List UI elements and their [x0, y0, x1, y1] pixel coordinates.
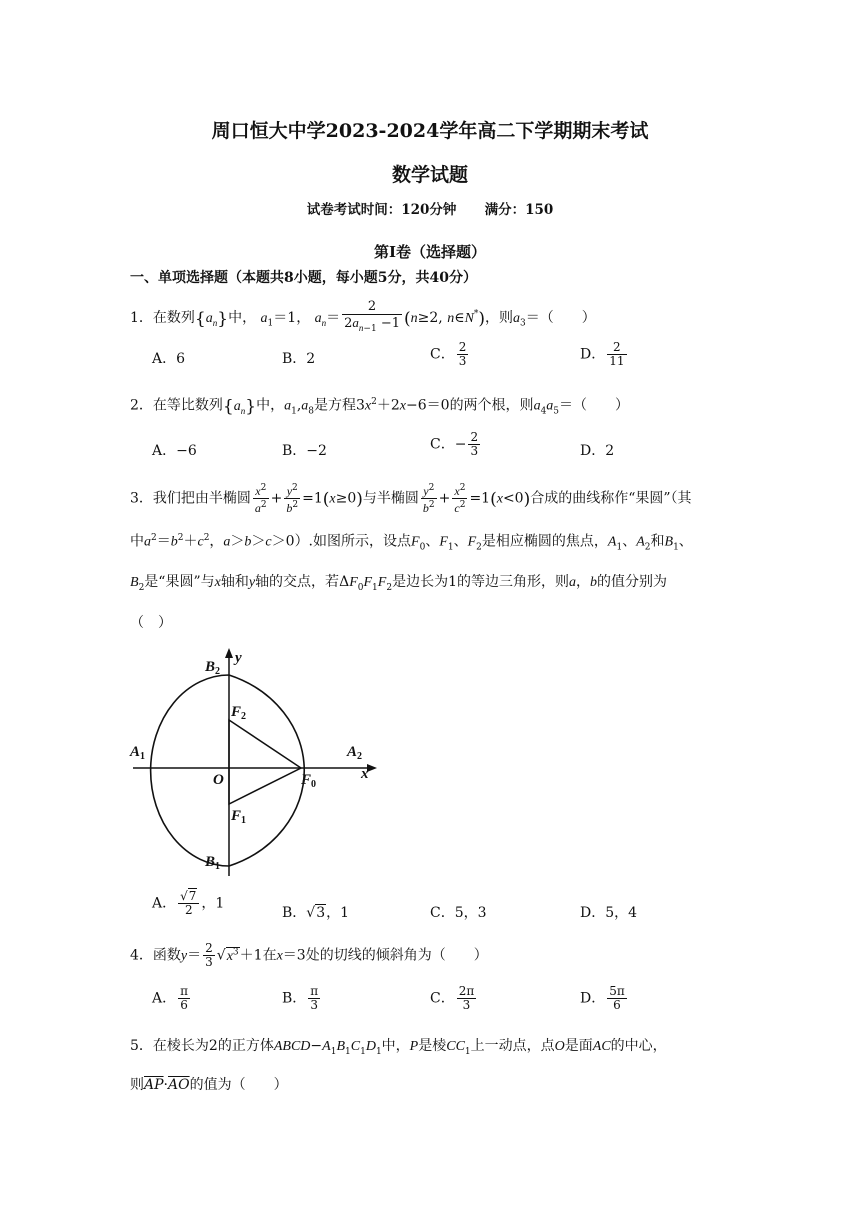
q4-option-a[interactable]: A． $\frac{\pi}{6}$ — [152, 984, 189, 1012]
svg-text:F2: $F_2$ — [231, 704, 247, 722]
question-3: 3．我们把由半椭圆 $\frac{x^2}{a^2}$ + $\frac{y^2}{b^2}$ =1(x≥0)与半椭圆 $\frac{y^2}{b^2}$ + $\frac{x^2}{c^2}$ =1(x<0)合成的曲线称作“果圆”（其 — [130, 483, 692, 515]
label-x: x — [361, 766, 369, 782]
question-2: 2．在等比数列$\{a_n\}$中，$a_1,a_8$是方程$3x^2+2x-6=0$的两个根，则$a_4a_5=$（ ） — [130, 396, 630, 417]
question-3-line-4: （ ） — [130, 615, 172, 631]
equilateral-triangle — [229, 720, 301, 804]
label-a1: A — [130, 744, 141, 760]
question-3-line-2: 中$a^2=b^2+c^2$，a＞b＞c＞0）.如图所示，设点$F_0$、$F_1$、$F_2$是相应椭圆的焦点，$A_1$、$A_2$和$B_1$、 — [130, 533, 693, 553]
label-f0: F — [301, 772, 312, 788]
x-axis-arrow — [367, 764, 377, 772]
fruit-curve — [151, 675, 305, 866]
q4-option-d[interactable]: D． $\frac{5\pi}{6}$ — [580, 984, 625, 1012]
svg-text:F1: $F_1$ — [231, 808, 247, 826]
label-b1: B — [205, 854, 216, 870]
svg-text:A2: $A_2$ — [347, 744, 363, 762]
label-f2: F — [231, 704, 242, 720]
question-1: 1．在数列$\{a_n\}$中， $a_1=1$， $a_n=$ $\frac{2}{2a_{n-1} -1}$ (n≥2, n∈N*)，则$a_3=$（ ） — [130, 299, 596, 334]
label-origin: O — [213, 772, 224, 788]
q1-option-a[interactable]: A．6 — [152, 351, 186, 367]
fruit-ellipse-figure — [125, 640, 385, 880]
q3-option-c[interactable]: C．5，3 — [430, 905, 487, 921]
exam-score: 满分：150 — [484, 202, 554, 218]
exam-subtitle: 数学试题 — [391, 164, 468, 186]
svg-text:y — [233, 650, 242, 666]
label-a2: A — [347, 744, 358, 760]
svg-text:O — [213, 772, 224, 788]
q1-option-b[interactable]: B．2 — [282, 351, 316, 367]
exam-info — [0, 198, 860, 218]
q3-option-b[interactable]: B．√3，1 — [282, 905, 350, 921]
exam-title: 周口恒大中学2023-2024学年高二下学期期末考试 — [211, 120, 649, 142]
q2-option-b[interactable]: B．−2 — [282, 443, 327, 459]
question-5-line-2: 则$\overline{AP}\cdot\overline{AO}$的值为（ ） — [130, 1077, 288, 1093]
q3-option-d[interactable]: D．5，4 — [580, 905, 638, 921]
label-y: y — [235, 650, 242, 666]
q4-option-b[interactable]: B． $\frac{\pi}{3}$ — [282, 984, 319, 1012]
q1-option-d[interactable]: D． $\frac{2}{11}$ — [580, 340, 625, 368]
label-b2: B — [205, 659, 216, 675]
question-5: 5．在棱长为2的正方体$ABCD-A_1B_1C_1D_1$中，P是棱$CC_1$上一动点，点O是面AC的中心， — [130, 1038, 667, 1057]
svg-text:x — [360, 766, 369, 782]
y-axis-arrow — [225, 648, 233, 658]
q2-option-c[interactable]: C．− $\frac{2}{3}$ — [430, 430, 479, 458]
q4-option-c[interactable]: C． $\frac{2\pi}{3}$ — [430, 984, 475, 1012]
q3-option-a[interactable]: A． $\frac{√7}{2}$ ，1 — [152, 889, 225, 917]
exam-time: 试卷考试时间：120分钟 — [306, 202, 457, 218]
svg-text:B2: $B_2$ — [205, 659, 221, 677]
question-4: 4．函数y＝ $\frac{2}{3}$ $√x^3+1$在x＝3处的切线的倾斜角为（ ） — [130, 941, 488, 970]
q1-option-c[interactable]: C． $\frac{2}{3}$ — [430, 340, 467, 368]
part-title: 第Ⅰ卷（选择题） — [373, 243, 487, 261]
label-f1: F — [231, 808, 242, 824]
section-heading: 一、单项选择题（本题共8小题，每小题5分，共40分） — [130, 270, 477, 286]
q2-option-d[interactable]: D．2 — [580, 443, 615, 459]
svg-text:B1: $B_1$ — [205, 854, 221, 872]
q2-option-a[interactable]: A．−6 — [152, 443, 197, 459]
svg-text:F0: $F_0$ — [301, 772, 317, 790]
question-3-line-3: $B_2$是“果圆”与x轴和y轴的交点，若$\Delta F_0F_1F_2$是边长为1的等边三角形，则a，b的值分别为 — [130, 574, 667, 593]
svg-text:A1: $A_1$ — [130, 744, 146, 762]
